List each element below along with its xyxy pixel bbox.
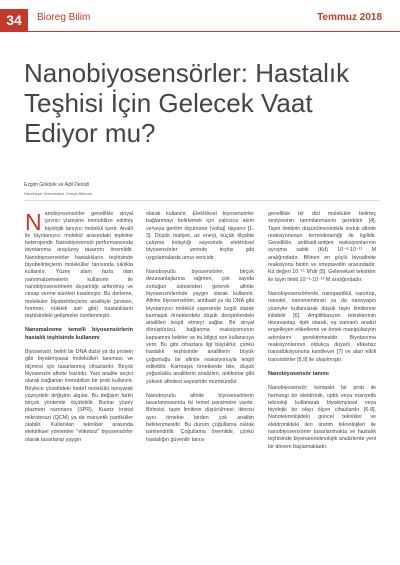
intro-text: anobiyosensörler genellikle sinyal çevrici yüzeyine immobilize edilmiş biyolojik tanıyıcı molekül içerir. Analit ile biyotanıyıcı molekül arasındaki tepkime heterojendir. Nanobiyosensör performansında biyotanıma arayüzey tasarımı önemlidir. Nanobiyosensörler hastalıkların teşhisinde biyobelirteçlerin moleküller tanısında sıklıkla kullanılır. Yüzey alanı fazla olan nanomalzemelerin kullanımı ile nanobiyosensörlerin duyarlılığı arttırılmış ve cevap verme süreleri kısalmıştır. Bu derleme, molekuler biyobelirteçlerin analitiyle (protein, hormon, nükleik asit gibi) hastalıkların teşhisindeki gelişmeler özetlenmiştir. xyxy=(25,211,133,320)
text-column-3 xyxy=(268,211,376,458)
body-paragraph: Nanoboyutlu biyosensörler, birçok dezavantajlarına rağmen, çok sayıda zorluğun üstesinden gelerek afinite biyosensörlerinde yaygın olarak kullanılır. Afinite biyosensörler, antibadi ya da DNA gibi biyotanıyıcı molekül sayesinde özgül olarak karmaşık örneklerdeki düşük derişimlerdeki analitleri tespit etmeyi sağlar. Bir sinyal dönüştürücü, bağlanma reaksiyonunun kapsamını belirler ve bu bilgiyi son kullanıcıya verir. Bu gibi cihazlara ilgi büyüktür, çünkü hastalık teşhisinde analitlerin büyük çoğunluğu bir afinite reaksiyonuyla tespit edilebilir. Karmaşık örneklerde bile, düşük yoğunluklu analitlerin analizleri, antikorlar gibi yüksek afinitesi sayesinde mümkündür. xyxy=(146,269,254,385)
issue-date: Temmuz 2018 xyxy=(317,12,382,23)
section-heading: Nanomalzeme temelli biyosensörlerin hastalık teşhisinde kullanımı xyxy=(25,327,133,341)
intro-paragraph xyxy=(25,211,133,320)
text-column-1 xyxy=(25,211,133,451)
body-paragraph: Nanoboyutlu afinite biyosensörlerin tasarlanmasında iki temel parametre vardır. Birincisi, tayin limitinin düşürülmesi; ikincisi aynı örnekte birden çok analitin belirlenmesidir. Bu durum çoğullama olarak isimlendirilir. Çoğullama önemlidir, çünkü hastalığın güvenilir tanısı xyxy=(146,392,254,443)
page-header xyxy=(0,0,400,34)
section-heading: Nanobiyosensör tanımı xyxy=(268,370,329,377)
text-column-2 xyxy=(146,211,254,451)
article-authors: Ezgim Göktürk ve Adil Denizli xyxy=(24,182,90,188)
page-number: 34 xyxy=(0,9,28,31)
body-paragraph: genellikle bir dizi moleküler belirteç seviyesinin tanımlanmasını gerektirir [4]. Tayin limitinin düşürülmesindeki zorluk afinite reaksiyonunun termodinamiği ile ilgilidir. Genellikle, antibadi-antijen reaksiyonlarının ayrışma sabiti (Kd) 10⁻⁸-10⁻¹² M aralığındadır. Bilinen en güçlü biyoafinite reaksiyonu biotin ve streptavidin arasındadır. Kd değeri 10⁻¹⁵ M'dir [5]. Geleneksel teknikler ile tayin limiti 10⁻⁹-10⁻¹³ M aralığındadır. xyxy=(268,211,376,283)
author-affiliation: Hacettepe Üniversitesi, Kimya Bölümü xyxy=(24,191,93,196)
body-paragraph: Nanobiyosensör; kompakt bir prob ile herhangi bir elektronik, optik veya manyetik teknoloji kullanarak biyokimyasal veya biyolojik bir olayı ölçen cihazlardır [6-8]. Nanoteknolojideki güncel teknikler ve elektronikteki ileri üretim teknolojileri ile nanobiyosensörler tasarlanmakta ve hastalık teşhisinde biyonanoteknolojik analizlerde yeni bir dönem başlamaktadır. xyxy=(268,385,376,450)
body-paragraph: Nanobiyosensörlerde, nanopartikül, nanotüp, nanotel, nanomembran ya da nanoyapılı yüzeyler kullanılarak düşük tayin limitlerine inilebilir [6]. Amplifikasyon tekniklerinin dezavantajı, tipik olarak, eş zamanlı analizi engelleyen etiketleme ve örnek manipülasyon adımlarını gerektirmesidir. Biyotanıma reaksiyonlarının oldukça duyarlı, etiketsiz transdüksiyonuna kantilever [7] ve alan etkili transistörler [8,9] ile ulaşılmıştır. xyxy=(268,290,376,363)
drop-cap: N xyxy=(25,209,42,235)
article-title: Nanobiyosensörler: Hastalık Teşhisi İçin Gelecek Vaat Ediyor mu? xyxy=(24,58,350,148)
title-divider xyxy=(24,200,380,201)
body-paragraph: olarak kullanılır. Elektriksel biyosensörler bağlanmayı belirlemek için yalnızca akım ve/veya gerilim ölçümüne (voltaj) dayanır [1-3]. Düşük maliyet, az enerji, küçük ölçekte çalışma kolaylığı sayesinde elektriksel biyosensörler yerinde teşhis gibi uygulamalarda umut vericidir. xyxy=(146,211,254,261)
magazine-name: Bioreg Bilim xyxy=(37,12,91,23)
header-rule xyxy=(0,31,400,32)
body-paragraph: Biyosensör, belirli bir DNA dizisi ya da protein gibi biyokimyasal molekülleri tanıması ve ölçmesi için tasarlanmış cihazlardır. Birçok biyosensör afinite bazlıdır. Yani analite seçici olarak bağlanan immobilize bir prob kullanılır. Böylece çözeltideki hedef molekülü tanıyarak yüzeydeki değişimi algılar. Bu değişim farklı birçok yöntemle ölçülebilir. Bunlar yüzey plazmon rezonans (SPR), Kuartz kristal mikroterazi (QCM) ya da manyetik partiküller olabilir. Kullanılan teknikler arasında elektriksel yöntemler "etiketsiz" biyosensörler olarak tasarlanıp yaygın xyxy=(25,349,133,443)
